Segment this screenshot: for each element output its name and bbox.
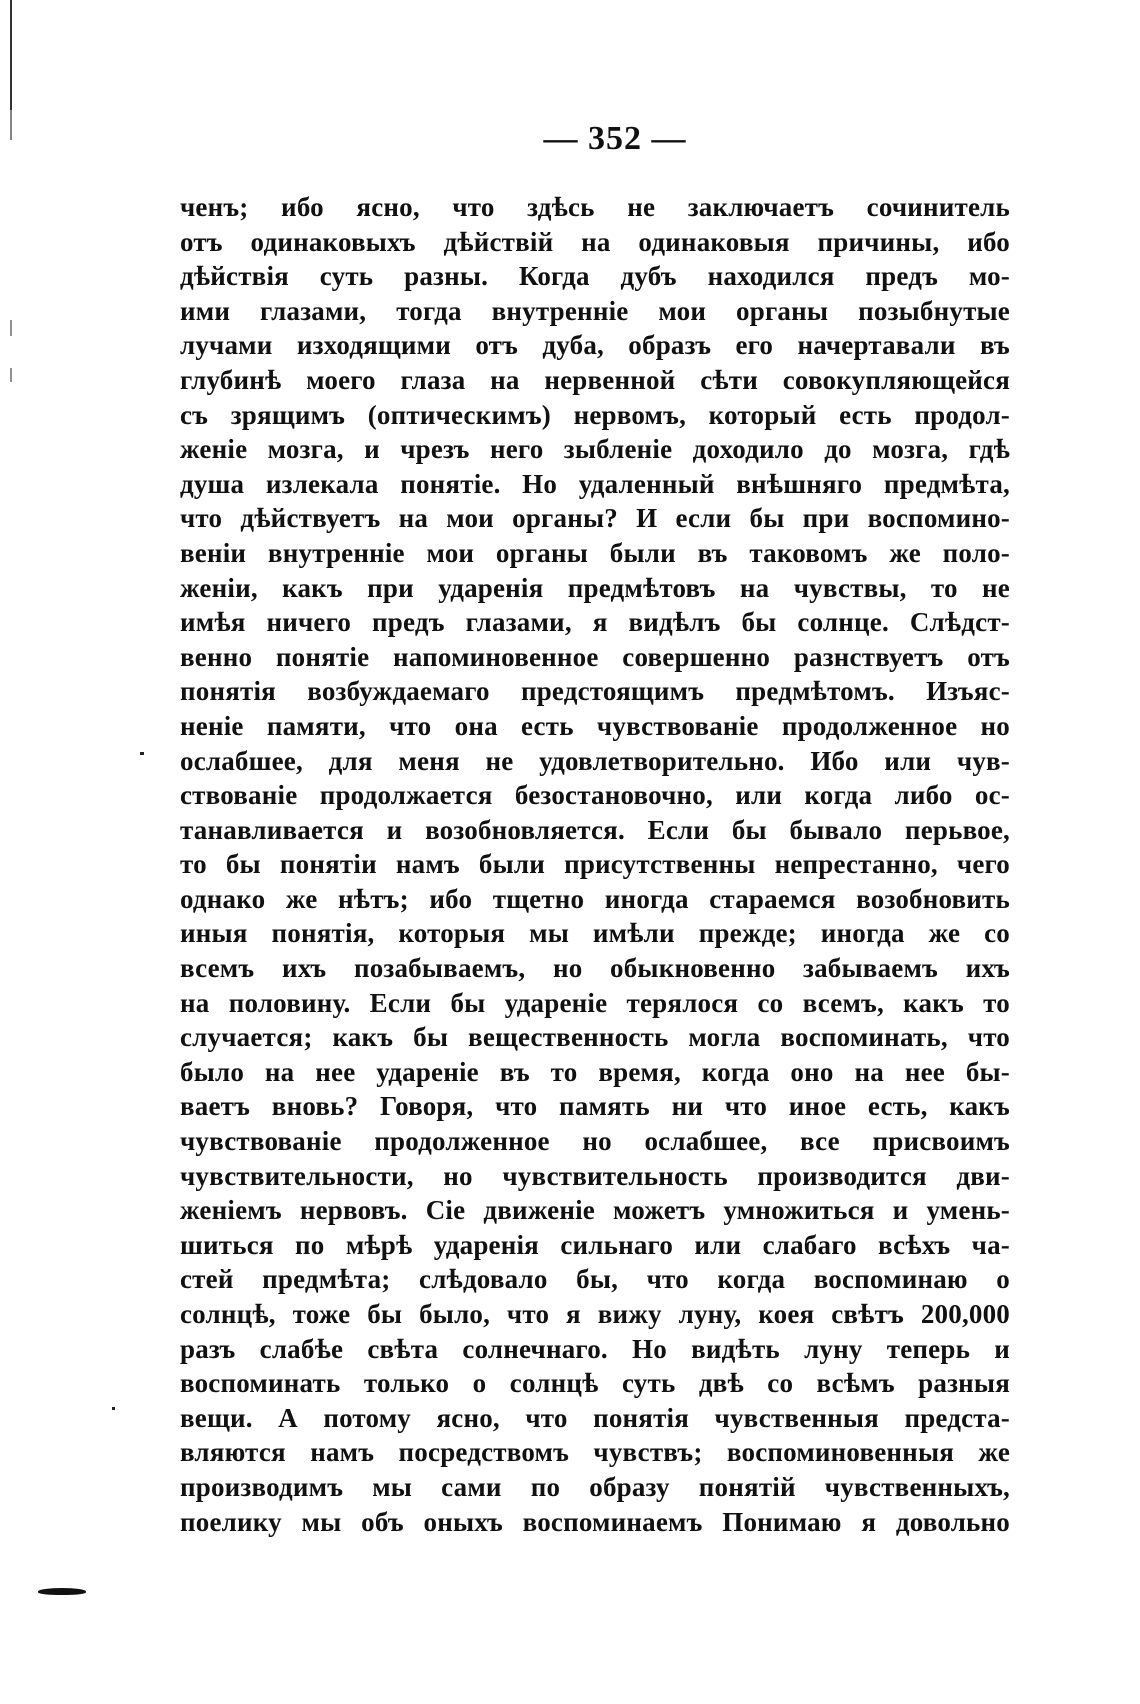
text-line: женіе мозга, и чрезъ него зыбленіе доходило до мозга, гдѣ [180, 434, 1010, 465]
text-line: ствованіе продолжается безостановочно, или когда либо ос- [180, 780, 1010, 811]
text-line: стей предмѣта; слѣдовало бы, что когда воспоминаю о [180, 1264, 1010, 1295]
text-line: вещи. А потому ясно, что понятія чувственныя предста- [180, 1402, 1010, 1433]
text-line: душа излекала понятіе. Но удаленный внѣшняго предмѣта, [180, 468, 1010, 499]
text-line: разъ слабѣе свѣта солнечнаго. Но видѣть луну теперь и [180, 1333, 1010, 1364]
text-line: глубинѣ моего глаза на нервенной сѣти совокупляющейся [180, 364, 1010, 395]
text-line: ченъ; ибо ясно, что здѣсь не заключаетъ сочинитель [180, 192, 1010, 222]
body-text [180, 190, 1010, 1539]
text-line: шиться по мѣрѣ ударенія сильнаго или слабаго всѣхъ ча- [180, 1229, 1010, 1260]
text-line: иныя понятія, которыя мы имѣли прежде; иногда же со [180, 918, 1010, 949]
text-line: ваетъ вновь? Говоря, что память ни что иное есть, какъ [180, 1091, 1010, 1122]
text-line: понятія возбуждаемаго предстоящимъ предмѣтомъ. Изъяс- [180, 676, 1010, 707]
text-line: съ зрящимъ (оптическимъ) нервомъ, который есть продол- [180, 399, 1010, 430]
text-line: ослабшее, для меня не удовлетворительно. Ибо или чув- [180, 745, 1010, 776]
binding-edge-line [10, 0, 12, 110]
margin-speck [140, 752, 144, 755]
text-line: случается; какъ бы вещественность могла воспоминать, что [180, 1022, 1010, 1053]
text-line: танавливается и возобновляется. Если бы бывало перьвое, [180, 814, 1010, 845]
text-line: воспоминать только о солнцѣ суть двѣ со всѣмъ разныя [180, 1368, 1010, 1399]
margin-speck [10, 320, 12, 336]
text-line: всемъ ихъ позабываемъ, но обыкновенно забываемъ ихъ [180, 953, 1010, 984]
binding-edge-line-lower [10, 110, 12, 140]
margin-speck [112, 1407, 115, 1410]
page-number: — 352 — [543, 120, 687, 157]
text-line: женіи, какъ при ударенія предмѣтовъ на чувствы, то не [180, 572, 1010, 603]
text-line: солнцѣ, тоже бы было, что я вижу луну, коея свѣтъ 200,000 [180, 1299, 1010, 1329]
text-line: было на нее удареніе въ то время, когда оно на нее бы- [180, 1056, 1010, 1087]
text-line: то бы понятіи намъ были присутственны непрестанно, чего [180, 849, 1010, 880]
text-line: поелику мы объ оныхъ воспоминаемъ Понимаю я довольно [180, 1506, 1010, 1537]
text-line: чувствованіе продолженное но ослабшее, все присвоимъ [180, 1126, 1010, 1157]
text-line: неніе памяти, что она есть чувствованіе продолженное но [180, 710, 1010, 741]
text-line: женіемъ нервовъ. Сіе движеніе можетъ умножиться и умень- [180, 1195, 1010, 1226]
margin-speck [10, 368, 12, 382]
text-line: имѣя ничего предъ глазами, я видѣлъ бы солнце. Слѣдст- [180, 607, 1010, 638]
text-line: ими глазами, тогда внутренніе мои органы позыбнутые [180, 295, 1010, 326]
text-line: отъ одинаковыхъ дѣйствій на одинаковыя причины, ибо [180, 226, 1010, 257]
text-line: дѣйствія суть разны. Когда дубъ находился предъ мо- [180, 261, 1010, 292]
text-line: вляются намъ посредствомъ чувствъ; воспоминовенныя же [180, 1437, 1010, 1468]
text-line: на половину. Если бы удареніе терялося со всемъ, какъ то [180, 987, 1010, 1018]
ink-blot-mark [38, 1588, 86, 1595]
text-line: чувствительности, но чувствительность производится дви- [180, 1160, 1010, 1191]
text-line: венно понятіе напоминовенное совершенно разнствуетъ отъ [180, 641, 1010, 672]
text-line: однако же нѣтъ; ибо тщетно иногда стараемся возобновить [180, 883, 1010, 914]
text-line: веніи внутренніе мои органы были въ таковомъ же поло- [180, 537, 1010, 568]
text-line: производимъ мы сами по образу понятій чувственныхъ, [180, 1471, 1010, 1502]
text-line: что дѣйствуетъ на мои органы? И если бы при воспомино- [180, 503, 1010, 534]
text-line: лучами изходящими отъ дуба, образъ его начертавали въ [180, 330, 1010, 361]
